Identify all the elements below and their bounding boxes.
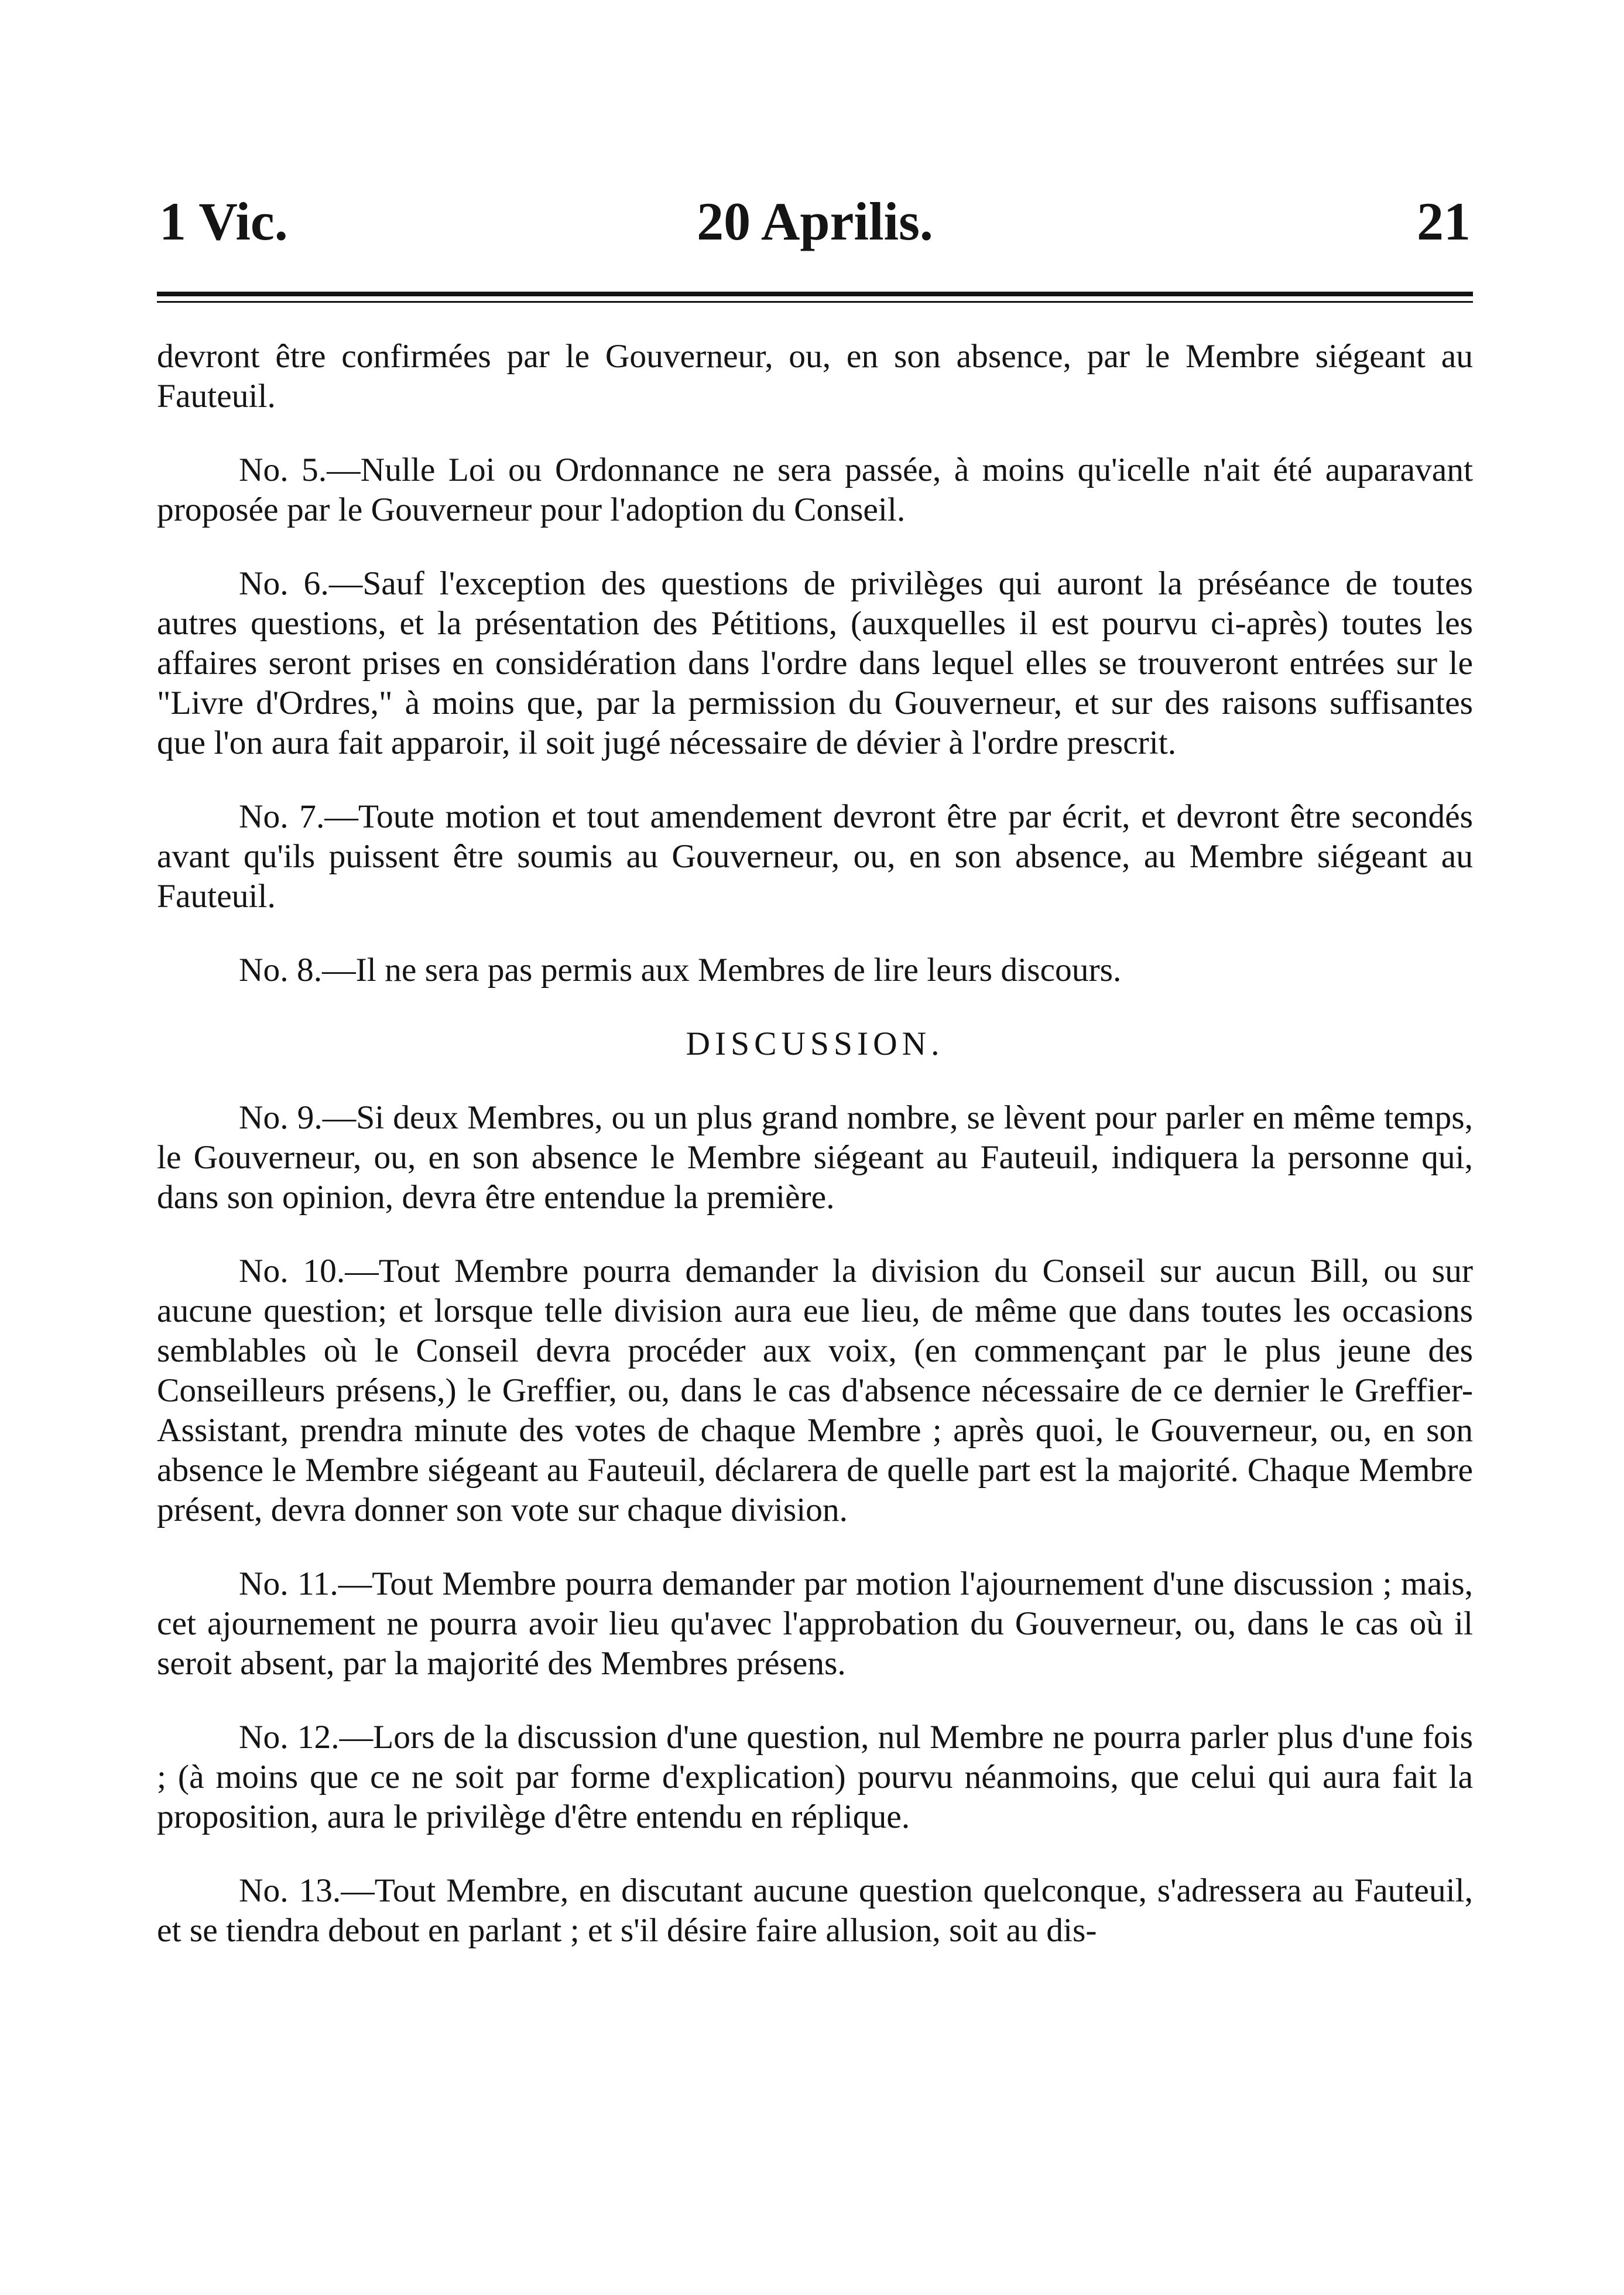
body-text xyxy=(157,337,1473,1985)
header-rule-thin xyxy=(157,301,1473,303)
paragraph-text: —Il ne sera pas permis aux Membres de lire leurs discours. xyxy=(322,952,1122,989)
rule-paragraph-9 xyxy=(157,1098,1473,1217)
paragraph-text: —Nulle Loi ou Ordonnance ne sera passée, à moins qu'icelle n'ait été auparavant proposée par le Gouverneur pour l'adoption du Conseil. xyxy=(157,452,1473,528)
paragraph-continued xyxy=(157,337,1473,416)
rule-paragraph-10 xyxy=(157,1251,1473,1530)
paragraph-text: —Tout Membre pourra demander par motion l'ajournement d'une discussion ; mais, cet ajournement ne pourra avoir lieu qu'avec l'approbation du Gouverneur, ou, dans le cas où il seroit absent, par la majorité des Membres présens. xyxy=(157,1565,1473,1682)
rule-number: No. 7. xyxy=(239,798,325,835)
rule-paragraph-12 xyxy=(157,1718,1473,1837)
rule-number: No. 8. xyxy=(239,952,323,989)
header-rule-thick xyxy=(157,292,1473,296)
header-date: 20 Aprilis. xyxy=(697,191,933,251)
rule-number: No. 12. xyxy=(239,1719,340,1756)
rule-paragraph-6 xyxy=(157,564,1473,763)
rule-paragraph-5 xyxy=(157,450,1473,530)
rule-number: No. 11. xyxy=(239,1565,338,1602)
section-heading: DISCUSSION. xyxy=(686,1025,944,1062)
rule-number: No. 6. xyxy=(239,565,329,602)
paragraph-text: —Lors de la discussion d'une question, nul Membre ne pourra parler plus d'une fois ; (à moins que ce ne soit par forme d'explication) pourvu néanmoins, que celui qui aura fait la proposition, aura le privilège d'être entendu en réplique. xyxy=(157,1719,1473,1835)
rule-paragraph-11 xyxy=(157,1564,1473,1684)
paragraph-text: —Tout Membre pourra demander la division du Conseil sur aucun Bill, ou sur aucune question; et lorsque telle division aura eue lieu, de même que dans toutes les occasions semblables où le Conseil devra procéder aux voix, (en commençant par le plus jeune des Conseilleurs présens,) le Greffier, ou, dans le cas d'absence nécessaire de ce dernier le Greffier-Assistant, prendra minute des votes de chaque Membre ; après quoi, le Gouverneur, ou, en son absence le Membre siégeant au Fauteuil, déclarera de quelle part est la majorité. Chaque Membre présent, devra donner son vote sur chaque division. xyxy=(157,1253,1473,1528)
rule-paragraph-7 xyxy=(157,797,1473,916)
page-number: 21 xyxy=(1417,191,1471,251)
rule-paragraph-8 xyxy=(157,950,1473,990)
rule-paragraph-13 xyxy=(157,1871,1473,1951)
rule-number: No. 10. xyxy=(239,1253,345,1290)
header-regnal-year: 1 Vic. xyxy=(159,191,288,251)
paragraph-text: —Tout Membre, en discutant aucune question quelconque, s'adressera au Fauteuil, et se tiendra debout en parlant ; et s'il désire faire allusion, soit au dis- xyxy=(157,1872,1473,1949)
paragraph-text: devront être confirmées par le Gouverneur, ou, en son absence, par le Membre siégeant au Fauteuil. xyxy=(157,338,1473,415)
paragraph-text: —Toute motion et tout amendement devront être par écrit, et devront être secondés avant qu'ils puissent être soumis au Gouverneur, ou, en son absence, au Membre siégeant au Fauteuil. xyxy=(157,798,1473,915)
paragraph-text: —Si deux Membres, ou un plus grand nombre, se lèvent pour parler en même temps, le Gouverneur, ou, en son absence le Membre siégeant au Fauteuil, indiquera la personne qui, dans son opinion, devra être entendue la première. xyxy=(157,1099,1473,1216)
running-header xyxy=(159,186,1471,256)
paragraph-text: —Sauf l'exception des questions de privilèges qui auront la préséance de toutes autres questions, et la présentation des Pétitions, (auxquelles il est pourvu ci-après) toutes les affaires seront prises en considération dans l'ordre dans lequel elles se trouveront entrées sur le "Livre d'Ordres," à moins que, par la permission du Gouverneur, et sur des raisons suffisantes que l'on aura fait apparoir, il soit jugé nécessaire de dévier à l'ordre prescrit. xyxy=(157,565,1473,761)
rule-number: No. 13. xyxy=(239,1872,341,1909)
rule-number: No. 5. xyxy=(239,452,327,488)
rule-number: No. 9. xyxy=(239,1099,323,1136)
